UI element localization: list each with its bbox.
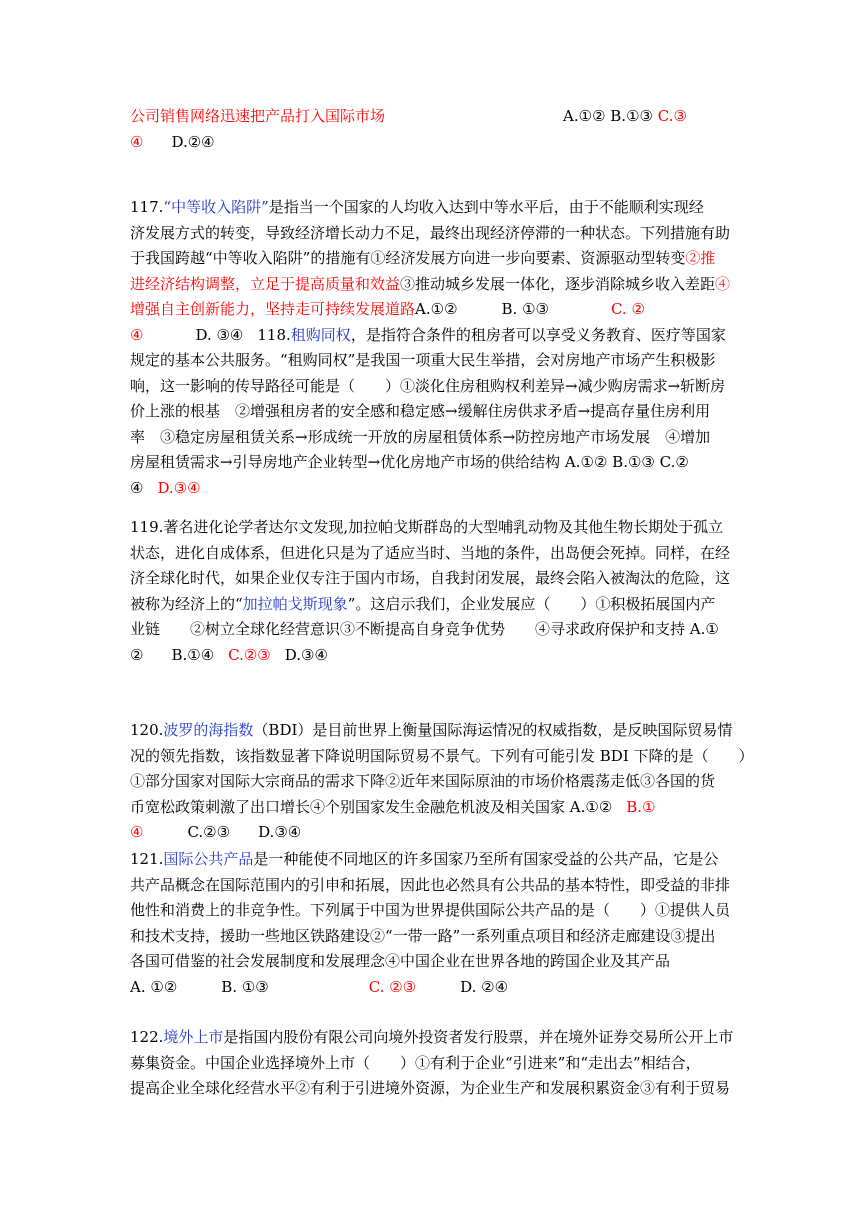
- q122-text: 是指国内股份有限公司向境外投资者发行股票，并在境外证券交易所公开上市: [223, 1028, 734, 1046]
- q120-number: 120.: [130, 721, 164, 739]
- q121-term: 国际公共产品: [163, 850, 254, 868]
- q121-text: 是一种能使不同地区的许多国家乃至所有国家受益的公共产品，它是公: [253, 850, 719, 868]
- q120-line-2: 况的领先指数，该指数显著下降说明国际贸易不景气。下列有可能引发 BDI 下降的是（ ）: [130, 746, 754, 765]
- q117-text: ③推动城乡发展一体化，逐步消除城乡收入差距: [400, 274, 716, 293]
- question-120: [130, 718, 754, 846]
- q117-highlight: 增强自主创新能力，坚持走可持续发展道路: [130, 300, 416, 318]
- q118-term: 租购同权: [290, 325, 351, 344]
- q121-line-1: [130, 847, 735, 873]
- q121-answer-c: C. ②③: [368, 977, 417, 996]
- q117-line-3: [130, 246, 735, 272]
- q119-option-d: D.③④: [284, 645, 328, 664]
- question-116-tail: [130, 104, 735, 155]
- q118-number: 118.: [257, 325, 291, 344]
- q120-line-1: [130, 718, 735, 744]
- q122-line-2: 募集资金。中国企业选择境外上市（ ）①有利于企业“引进来”和“走出去”相结合，: [130, 1053, 701, 1072]
- q117-highlight: 进经济结构调整，立足于提高质量和效益: [130, 274, 401, 293]
- q116-highlight: 公司销售网络迅速把产品打入国际市场: [130, 107, 386, 125]
- q116-answer-c-cont: ④: [130, 132, 144, 151]
- q117-option-a: A.①②: [415, 300, 458, 318]
- q116-answer-c: C.③: [657, 107, 687, 125]
- q117-highlight: ②推: [685, 249, 716, 267]
- q119-text: ”。这启示我们，企业发展应（ ）①积极拓展国内产: [347, 594, 716, 613]
- q118-line-6: 房屋租赁需求→引导房地产企业转型→优化房地产市场的供给结构 A.①② B.①③ C.②: [130, 453, 689, 471]
- q117-line-1: [130, 195, 735, 221]
- q116-options: A.①② B.①③: [563, 107, 658, 125]
- q119-option-b: B.①④: [171, 645, 215, 664]
- q118-line-4: 价上涨的根基 ②增强租房者的安全感和稳定感→缓解住房供求矛盾→提高存量住房利用: [130, 402, 711, 420]
- q119-line-6: [130, 643, 735, 669]
- q122-line-1: [130, 1025, 735, 1051]
- q118-line-7: [130, 476, 735, 502]
- q117-answer-c: C. ②: [610, 300, 645, 318]
- question-117: [130, 195, 735, 501]
- q118-text: ④: [130, 478, 144, 497]
- q120-option-d: D.③④: [258, 823, 302, 841]
- q121-line-6: [130, 975, 735, 1001]
- q119-answer-c: C.②③: [228, 645, 271, 664]
- q117-answer-c-cont: ④: [130, 325, 144, 344]
- q118-answer-d: D.③④: [157, 478, 201, 497]
- q119-text: 被称为经济上的“: [130, 594, 243, 613]
- q119-line-1: 119.著名进化论学者达尔文发现,加拉帕戈斯群岛的大型哺乳动物及其他生物长期处于孤立: [130, 518, 724, 536]
- q117-text: 于我国跨越“中等收入陷阱”的措施有①经济发展方向进一步向要素、资源驱动型转变: [130, 249, 686, 267]
- q119-line-5: 业链 ②树立全球化经营意识③不断提高自身竞争优势 ④寻求政府保护和支持 A.①: [130, 620, 719, 638]
- q118-text: ，是指符合条件的租房者可以享受义务教育、医疗等国家: [350, 325, 726, 344]
- q121-line-2: 共产品概念在国际范围内的引申和拓展，因此也必然具有公共品的基本特性，即受益的非排: [130, 875, 731, 894]
- q122-line-3: 提高企业全球化经营水平②有利于引进境外资源，为企业生产和发展积累资金③有利于贸易: [130, 1079, 731, 1097]
- q120-line-4: [130, 795, 735, 821]
- question-122: [130, 1025, 735, 1102]
- q121-number: 121.: [130, 850, 164, 868]
- q121-line-3: 他性和消费上的非竞争性。下列属于中国为世界提供国际公共产品的是（ ）①提供人员: [130, 901, 731, 919]
- q117-line-4: [130, 272, 735, 298]
- q121-option-a: A. ①②: [130, 977, 178, 996]
- q116-line-2: [130, 130, 735, 156]
- q117-line-6: [130, 323, 735, 349]
- q118-line-5: 率 ③稳定房屋租赁关系→形成统一开放的房屋租赁体系→防控房地产市场发展 ④增加: [130, 427, 711, 446]
- q116-line-1: [130, 104, 735, 130]
- q120-text: （BDI）是目前世界上衡量国际海运情况的权威指数，是反映国际贸易情: [253, 721, 733, 739]
- question-121: [130, 847, 735, 1000]
- q119-line-2: 状态，进化自成体系，但进化只是为了适应当时、当地的条件，出岛便会死掉。同样，在经: [130, 543, 731, 562]
- q117-highlight: ④: [715, 274, 731, 293]
- q120-line-3: ①部分国家对国际大宗商品的需求下降②近年来国际原油的市场价格震荡走低③各国的货: [130, 772, 716, 790]
- q119-option-a-cont: ②: [130, 645, 144, 664]
- q120-option-c: C.②③: [187, 823, 231, 841]
- q116-option-d: D.②④: [171, 132, 215, 151]
- q120-term: 波罗的海指数: [163, 721, 254, 739]
- q118-line-3: 响，这一影响的传导路径可能是（ ）①淡化住房租购权利差异→减少购房需求→斩断房: [130, 376, 726, 395]
- q121-line-5: 各国可借鉴的社会发展制度和发展理念④中国企业在世界各地的跨国企业及其产品: [130, 952, 671, 970]
- q117-line-5: [130, 297, 735, 323]
- q120-answer-b: B.①: [626, 797, 656, 816]
- question-119: [130, 515, 735, 668]
- q119-term: 加拉帕戈斯现象: [242, 594, 348, 613]
- q117-text: 是指当一个国家的人均收入达到中等水平后，由于不能顺利实现经: [268, 198, 704, 216]
- q117-line-2: 济发展方式的转变，导致经济增长动力不足，最终出现经济停滞的一种状态。下列措施有助: [130, 223, 731, 242]
- q121-option-b: B. ①③: [221, 977, 269, 996]
- q120-line-5: [130, 820, 735, 846]
- q120-answer-b-cont: ④: [130, 823, 144, 841]
- q117-number: 117.: [130, 198, 164, 216]
- q119-line-3: 济全球化时代，如果企业仅专注于国内市场，自我封闭发展，最终会陷入被淘汰的危险，这: [130, 569, 731, 587]
- q119-line-4: [130, 592, 735, 618]
- q120-text: 币宽松政策刺激了出口增长④个别国家发生金融危机波及相关国家 A.①②: [130, 797, 613, 816]
- q121-line-4: 和技术支持，援助一些地区铁路建设②“一带一路”一系列重点项目和经济走廊建设③提出: [130, 926, 716, 945]
- q121-option-d: D. ②④: [460, 977, 509, 996]
- q117-term: “中等收入陷阱”: [163, 198, 269, 216]
- q122-term: 境外上市: [163, 1028, 224, 1046]
- q117-option-d: D. ③④: [195, 325, 244, 344]
- q118-line-2: 规定的基本公共服务。“租购同权”是我国一项重大民生举措，会对房地产市场产生积极影: [130, 351, 716, 369]
- q117-option-b: B. ①③: [501, 300, 549, 318]
- q122-number: 122.: [130, 1028, 164, 1046]
